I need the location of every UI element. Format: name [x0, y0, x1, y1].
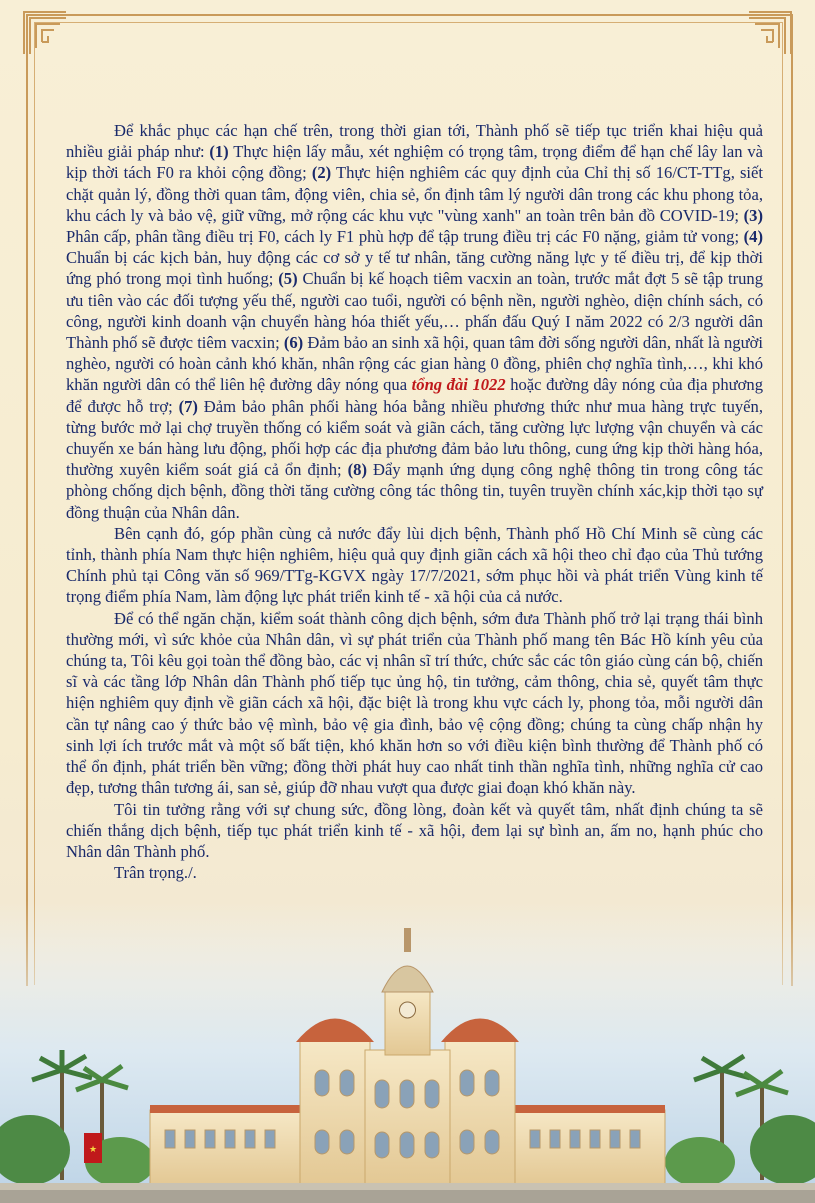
text-segment: Để khắc phục các hạn chế trên, trong thời gian tới, Thành phố sẽ tiếp tục triển khai hiệu quả nhiều giải pháp như:: [66, 121, 763, 162]
text-segment: Để có thể ngăn chặn, kiểm soát thành công dịch bệnh, sớm đưa Thành phố trở lại trạng thái bình thường mới, vì sức khỏe của Nhân dân, vì sự phát triển của Thành phố mang tên Bác Hồ kính yêu của chúng ta, Tôi kêu gọi toàn thể đồng bào, các vị nhân sĩ trí thức, chức sắc các tôn giáo cùng cán bộ, chiến sĩ và các tầng lớp Nhân dân Thành phố tiếp tục ủng hộ, tin tưởng, cảm thông, chia sẻ, quyết tâm thực hiện nghiêm quy định về giãn cách xã hội, đặc biệt là trong khu vực cách ly, phong tỏa, mỗi người dân cần tự nâng cao ý thức bảo vệ mình, bảo vệ gia đình, bảo vệ cộng đồng; chúng ta cùng chấp nhận hy sinh lợi ích trước mắt và một số bất tiện, khó khăn hơn so với điều kiện bình thường để Thành phố có thể ổn định, phát triển bền vững; đồng thời phát huy cao nhất tinh thần nghĩa tình, những nghĩa cử cao đẹp, tương thân tương ái, san sẻ, giúp đỡ nhau vượt qua được giai đoạn khó khăn này.: [66, 608, 763, 798]
text-segment: Trân trọng./.: [114, 863, 197, 883]
text-segment: Chuẩn bị các kịch bản, huy động các cơ sở y tế tư nhân, tăng cường năng lực y tế điều trị, để kịp thời ứng phó trong mọi tình huống;: [66, 248, 763, 289]
flag-icon: [84, 1133, 102, 1163]
item-number: (7): [178, 396, 198, 416]
item-number: (2): [311, 163, 332, 183]
text-segment: Đảm bảo an sinh xã hội, quan tâm đời sống người dân, nhất là người nghèo, người có hoàn cảnh khó khăn, nhân rộng các gian hàng 0 đồng, phiên chợ nghĩa tình,…, khi khó khăn người dân có thể liên hệ đường dây nóng qua: [66, 333, 763, 395]
corner-ornament-icon: [747, 10, 793, 56]
item-number: (3): [743, 205, 763, 225]
item-number: (4): [743, 227, 763, 247]
paragraph: [66, 799, 763, 863]
text-segment: Thực hiện lấy mẫu, xét nghiệm có trọng tâm, trọng điểm để hạn chế lây lan và kịp thời tách F0 ra khỏi cộng đồng;: [66, 142, 763, 183]
text-segment: hoặc đường dây nóng của địa phương để được hỗ trợ;: [66, 375, 763, 416]
text-segment: Tôi tin tưởng rằng với sự chung sức, đồng lòng, đoàn kết và quyết tâm, nhất định chúng ta sẽ chiến thắng dịch bệnh, tiếp tục phát triển kinh tế - xã hội, đem lại sự bình an, ấm no, hạnh phúc cho Nhân dân Thành phố.: [66, 799, 763, 861]
text-segment: Bên cạnh đó, góp phần cùng cả nước đẩy lùi dịch bệnh, Thành phố Hồ Chí Minh sẽ cùng các tỉnh, thành phía Nam thực hiện nghiêm, hiệu quả quy định giãn cách xã hội theo chỉ đạo của Thủ tướng Chính phủ tại Công văn số 969/TTg-KGVX ngày 17/7/2021, sớm phục hồi và phát triển Vùng kinh tế trọng điểm phía Nam, làm động lực phát triển kinh tế - xã hội của cả nước.: [66, 523, 763, 607]
item-number: (8): [347, 460, 367, 480]
item-number: (5): [278, 269, 298, 289]
paragraph: [66, 862, 763, 883]
svg-text:★: ★: [88, 1145, 98, 1155]
paragraph: [66, 120, 763, 523]
corner-ornament-icon: [22, 10, 68, 56]
text-segment: Thực hiện nghiêm các quy định của Chỉ thị số 16/CT-TTg, siết chặt quản lý, đồng thời quan tâm, động viên, chia sẻ, ổn định tâm lý người dân trong các khu phong tỏa, khu cách ly và bảo vệ, giữ vững, mở rộng các khu vực "vùng xanh" an toàn trên bản đồ COVID-19;: [66, 163, 763, 225]
item-number: (6): [283, 333, 304, 353]
hotline-number: tổng đài 1022: [411, 375, 506, 395]
text-segment: Đẩy mạnh ứng dụng công nghệ thông tin trong công tác phòng chống dịch bệnh, đồng thời tăng cường công tác thông tin, tuyên truyền chính xác,kịp thời tạo sự đồng thuận của Nhân dân.: [66, 460, 763, 522]
item-number: (1): [209, 142, 229, 162]
document-body: [66, 120, 763, 883]
paragraph: [66, 523, 763, 608]
text-segment: Đảm bảo phân phối hàng hóa bằng nhiều phương thức như mua hàng trực tuyến, từng bước mở lại chợ truyền thống có kiểm soát và giãn cách, tăng cường lực lượng vận chuyển và các chuyến xe bán hàng lưu động, phối hợp các địa phương đảm bảo lưu thông, cung ứng kịp thời hàng hóa, thường xuyên kiểm soát giá cả ổn định;: [66, 396, 763, 480]
text-segment: Chuẩn bị kế hoạch tiêm vacxin an toàn, trước mắt đợt 5 sẽ tập trung ưu tiên vào các đối tượng yếu thế, người cao tuổi, người có bệnh nền, người nghèo, diện chính sách, có công, người kinh doanh vận chuyển hàng hóa thiết yếu,… phấn đấu Quý I năm 2022 có 2/3 người dân Thành phố sẽ được tiêm vacxin;: [66, 269, 763, 353]
text-segment: Phân cấp, phân tầng điều trị F0, cách ly F1 phù hợp để tập trung điều trị các F0 nặng, giảm tử vong;: [66, 227, 744, 247]
city-hall-illustration: [0, 900, 815, 1203]
paragraph: [66, 608, 763, 799]
